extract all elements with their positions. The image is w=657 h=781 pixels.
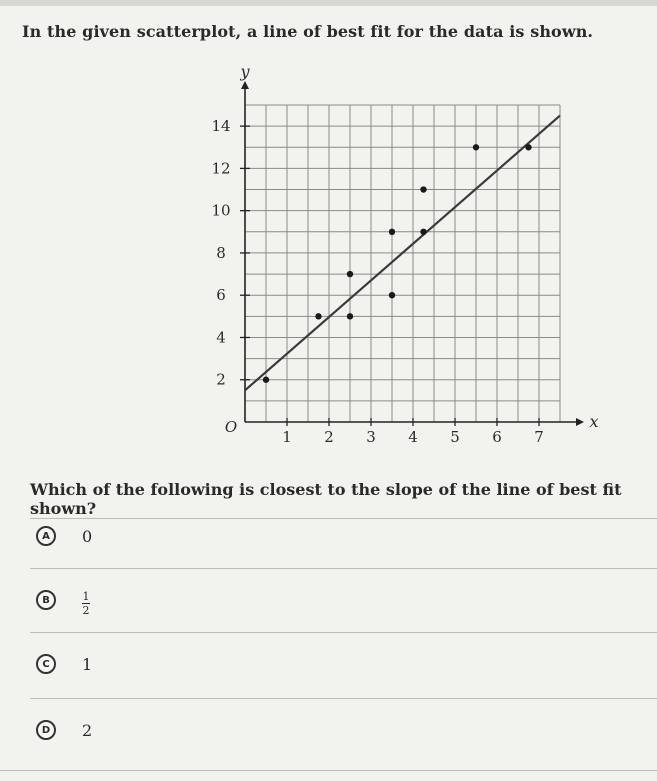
y-tick-label: 12 xyxy=(211,159,231,178)
divider xyxy=(0,770,657,771)
y-axis-arrow xyxy=(241,81,249,89)
data-point xyxy=(420,186,426,192)
fraction-numerator: 1 xyxy=(82,589,90,603)
data-point xyxy=(347,271,353,277)
x-tick-label: 2 xyxy=(324,428,334,446)
y-tick-label: 6 xyxy=(216,286,226,305)
origin-label: O xyxy=(224,418,238,436)
y-tick-label: 2 xyxy=(216,370,226,389)
divider xyxy=(30,632,657,633)
choice-c-value: 1 xyxy=(82,654,93,674)
data-point xyxy=(389,229,395,235)
y-tick-label: 8 xyxy=(216,243,226,262)
fraction xyxy=(82,591,90,616)
x-tick-label: 3 xyxy=(366,428,376,446)
y-tick-label: 10 xyxy=(211,201,231,220)
question-intro: In the given scatterplot, a line of best fit for the data is shown. xyxy=(22,22,594,41)
x-tick-label: 1 xyxy=(282,428,292,446)
y-tick-label: 14 xyxy=(211,117,231,136)
choice-d-value: 2 xyxy=(82,720,93,740)
x-axis-label: x xyxy=(589,412,599,431)
choice-b[interactable] xyxy=(36,578,636,622)
scatterplot-svg xyxy=(190,60,610,450)
choice-b-value xyxy=(82,585,90,616)
x-tick-label: 6 xyxy=(492,428,502,446)
data-point xyxy=(389,292,395,298)
data-point xyxy=(473,144,479,150)
data-point xyxy=(525,144,531,150)
x-tick-label: 7 xyxy=(534,428,544,446)
choice-c[interactable] xyxy=(36,642,636,686)
data-point xyxy=(347,313,353,319)
data-point xyxy=(315,313,321,319)
divider xyxy=(30,698,657,699)
choice-a-letter: A xyxy=(36,526,56,546)
scatterplot xyxy=(190,60,610,450)
choice-a-value: 0 xyxy=(82,526,93,546)
top-divider xyxy=(0,0,657,6)
choice-b-letter: B xyxy=(36,590,56,610)
data-point xyxy=(263,377,269,383)
choice-a[interactable] xyxy=(36,514,636,558)
question-prompt: Which of the following is closest to the slope of the line of best fit shown? xyxy=(30,480,622,518)
y-tick-label: 4 xyxy=(216,328,226,347)
choice-d[interactable] xyxy=(36,708,636,752)
data-point xyxy=(420,229,426,235)
y-axis-label: y xyxy=(240,62,250,81)
x-axis-arrow xyxy=(576,418,584,426)
divider xyxy=(30,568,657,569)
x-tick-label: 4 xyxy=(408,428,418,446)
choice-c-letter: C xyxy=(36,654,56,674)
fraction-denominator: 2 xyxy=(82,603,90,617)
choice-d-letter: D xyxy=(36,720,56,740)
x-tick-label: 5 xyxy=(450,428,460,446)
